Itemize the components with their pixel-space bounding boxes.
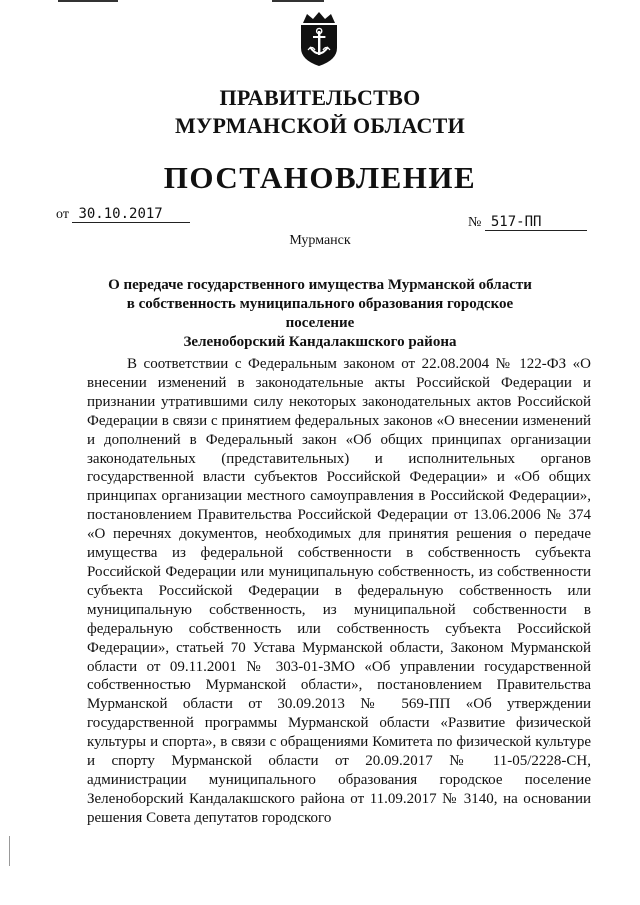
number-prefix: № [468,215,482,230]
number-value: 517-ПП [485,215,587,231]
government-name-line2: МУРМАНСКОЙ ОБЛАСТИ [174,113,466,138]
government-name [0,84,640,140]
document-type-title: ПОСТАНОВЛЕНИЕ [163,160,477,195]
top-edge-mark-right [272,0,324,2]
city-name: Мурманск [289,233,351,248]
margin-scan-mark [9,836,10,866]
date-prefix: от [56,207,69,222]
document-number [468,215,587,231]
body-paragraph: В соответствии с Федеральным законом от 22.08.2004 № 122-ФЗ «О внесении изменений в законодательные акты Российской Федерации и признании утратившими силу некоторых законодательных актов Российской Федерации в связи с принятием федеральных законов «О внесении изменений и дополнений в Федеральный закон «Об общих принципах организации законодательных (представительных) и исполнительных органов государственной власти субъектов Российской Федерации» и «Об общих принципах организации местного самоуправления в Российской Федерации», постановлением Правительства Российской Федерации от 13.06.2006 № 374 «О перечнях документов, необходимых для принятия решения о передаче имущества из федеральной собственности в собственность субъекта Российской Федерации или муниципальную собственность, из собственности субъекта Российской Федерации в федеральную собственность или муниципальную собственность, из муниципальной собственности в федеральную собственность или собственность субъекта Российской Федерации», статьей 70 Устава Мурманской области, Законом Мурманской области от 09.11.2001 № 303-01-ЗМО «Об управлении государственной собственностью Мурманской области», постановлением Правительства Мурманской области от 30.09.2013 № 569-ПП «Об утверждении государственной программы Мурманской области «Развитие физической культуры и спорта», в связи с обращениями Комитета по физической культуре и спорту Мурманской области от 20.09.2017 № 11-05/2228-СН, администрации муниципального образования городское поселение Зеленоборский Кандалакшского района от 11.09.2017 № 3140, на основании решения Совета депутатов городского [87,356,591,826]
document-date [56,207,190,223]
coat-of-arms-icon [297,10,341,68]
subject-line1: О передаче государственного имущества Мурманской области [108,277,532,293]
document-subject [96,276,544,352]
government-name-line1: ПРАВИТЕЛЬСТВО [219,85,421,110]
document-body [87,355,591,828]
subject-line2: в собственность муниципального образования городское поселение [126,296,514,331]
date-value: 30.10.2017 [72,207,190,223]
top-edge-mark-left [58,0,118,2]
subject-line3: Зеленоборский Кандалакшского района [183,334,457,350]
